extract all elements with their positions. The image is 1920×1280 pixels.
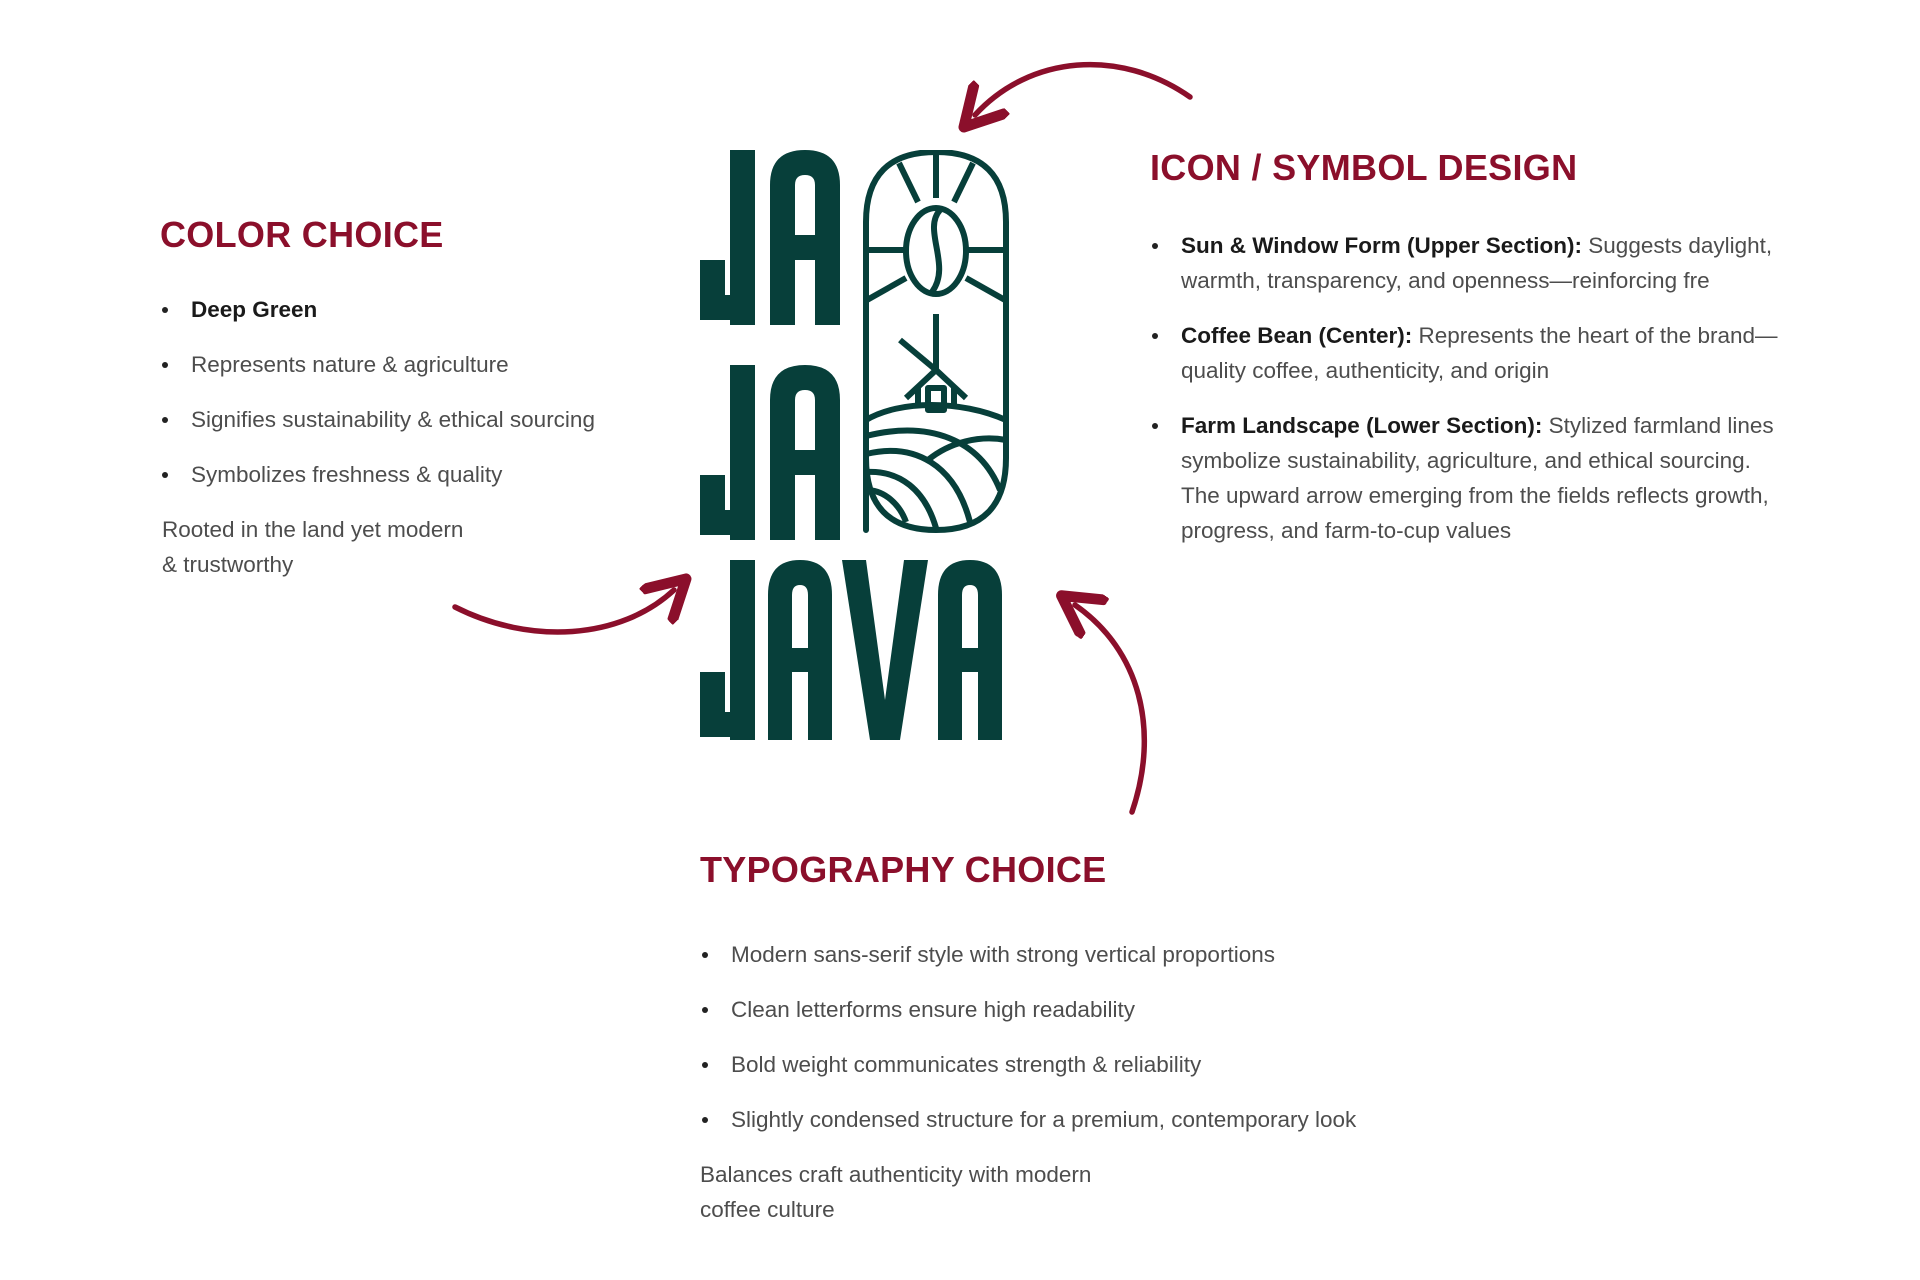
note-line: & trustworthy	[162, 552, 294, 577]
arrow-to-logo-top	[975, 65, 1190, 115]
list-item: Signifies sustainability & ethical sourcing	[160, 402, 600, 437]
icon-design-heading: ICON / SYMBOL DESIGN	[1150, 147, 1578, 188]
list-item: Deep Green	[160, 292, 600, 327]
list-item: Coffee Bean (Center): Represents the heart of the brand—quality coffee, authenticity, and origin	[1150, 318, 1780, 388]
color-choice-list	[160, 292, 600, 492]
note-line: Rooted in the land yet modern	[162, 517, 464, 542]
icon-design-list	[1150, 228, 1780, 548]
icon-design-section	[1150, 228, 1780, 568]
color-choice-note	[162, 512, 600, 582]
logo-letter-j-3	[700, 560, 755, 740]
list-item: Sun & Window Form (Upper Section): Suggests daylight, warmth, transparency, and openness—reinforcing fre	[1150, 228, 1780, 298]
note-line: Balances craft authenticity with modern	[700, 1162, 1092, 1187]
list-item: Bold weight communicates strength & reliability	[700, 1047, 1600, 1082]
typography-choice-section	[700, 937, 1600, 1227]
list-item: Clean letterforms ensure high readability	[700, 992, 1600, 1027]
list-item: Farm Landscape (Lower Section): Stylized farmland lines symbolize sustainability, agriculture, and ethical sourcing. The upward arrow emerging from the fields reflects growth, progress, and farm-to-cup values	[1150, 408, 1780, 548]
sun-window-coffee-bean-farm-icon	[866, 152, 1006, 530]
logo-letter-a-2	[770, 365, 840, 540]
typography-choice-note	[700, 1157, 1600, 1227]
color-choice-section	[160, 292, 600, 582]
arrow-from-typography	[1075, 605, 1144, 812]
list-item: Symbolizes freshness & quality	[160, 457, 600, 492]
jaja-java-logo	[700, 150, 1030, 740]
color-choice-heading: COLOR CHOICE	[160, 214, 444, 255]
note-line: coffee culture	[700, 1197, 835, 1222]
list-item: Modern sans-serif style with strong vertical proportions	[700, 937, 1600, 972]
logo-letter-j-2	[700, 365, 755, 540]
logo-letter-a-3	[768, 560, 832, 740]
arrow-from-color-choice	[455, 590, 674, 632]
list-item: Slightly condensed structure for a premium, contemporary look	[700, 1102, 1600, 1137]
logo-letter-a-1	[770, 150, 840, 325]
typography-choice-list	[700, 937, 1600, 1137]
logo-letter-j-1	[700, 150, 755, 325]
typography-choice-heading: TYPOGRAPHY CHOICE	[700, 849, 1107, 890]
logo-letter-v	[842, 560, 928, 740]
logo-letter-a-4	[938, 560, 1002, 740]
list-item: Represents nature & agriculture	[160, 347, 600, 382]
